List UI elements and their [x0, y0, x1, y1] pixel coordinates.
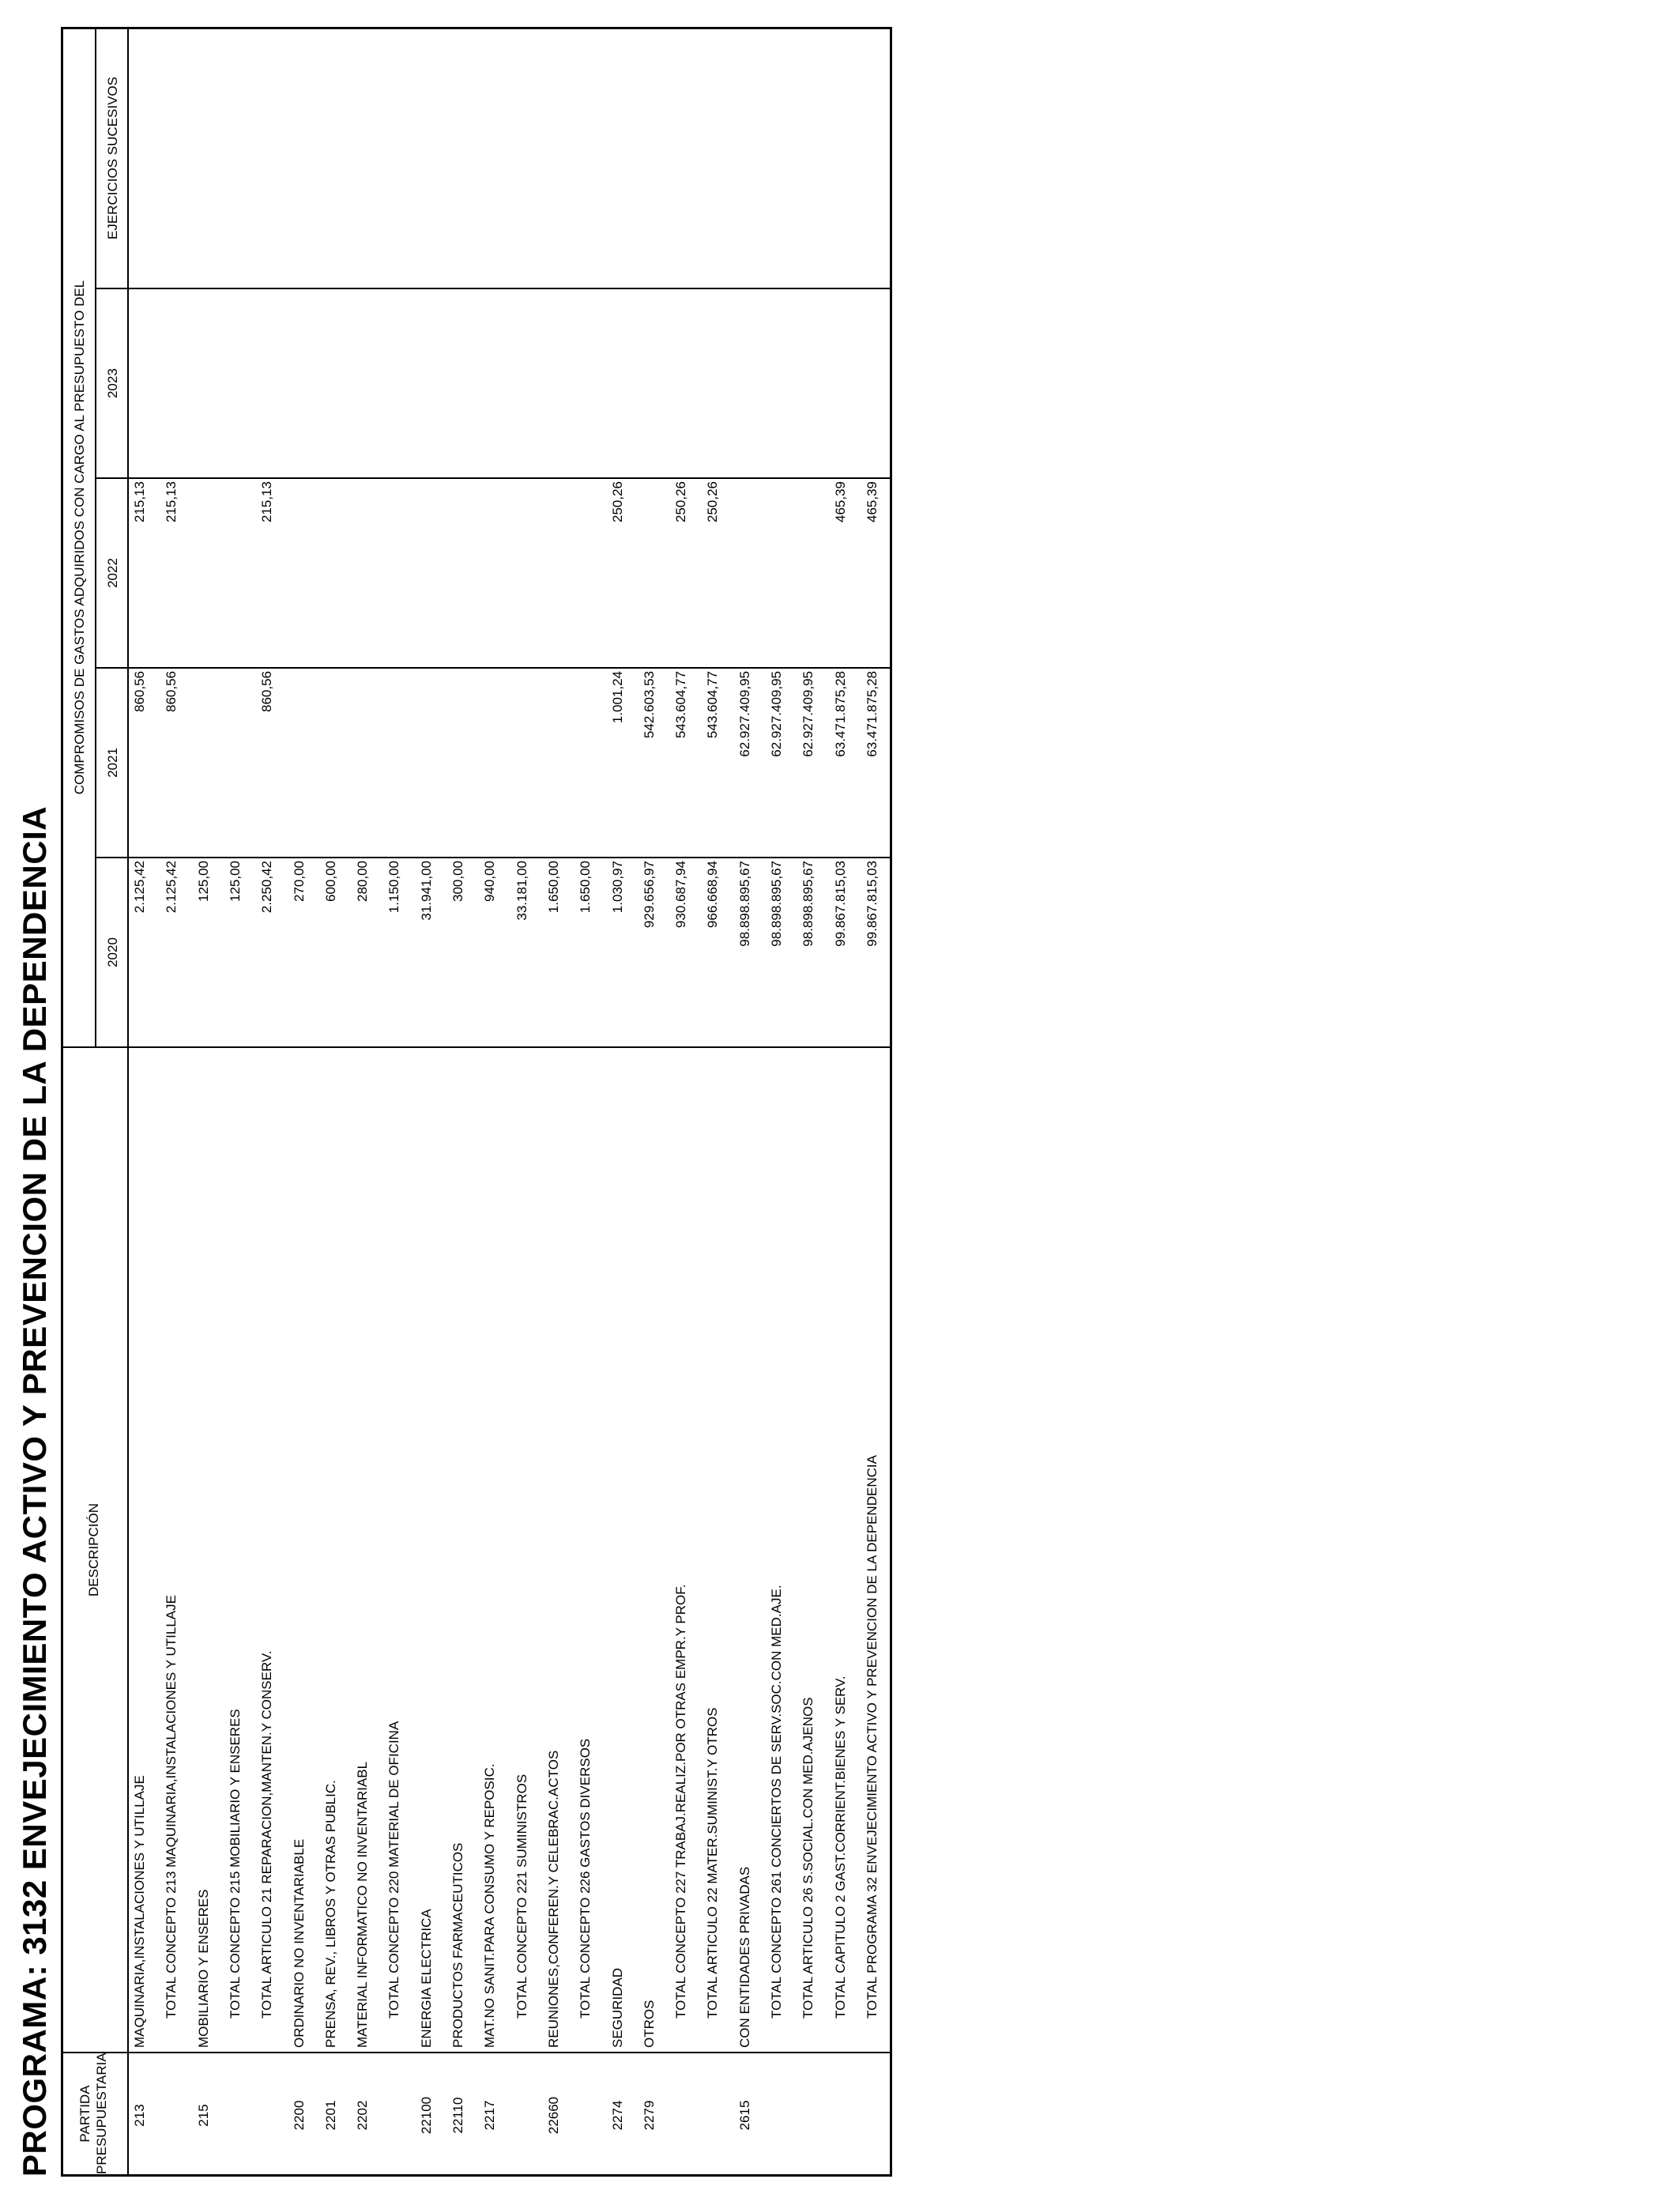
table-row	[859, 27, 891, 2177]
descripcion-cell: TOTAL CONCEPTO 215 MOBILIARIO Y ENSERES	[227, 1709, 243, 2019]
table-row	[445, 27, 477, 2177]
amount-2020-cell: 1.150,00	[386, 861, 402, 914]
partida-cell: 2200	[291, 2100, 307, 2131]
amount-2022-cell: 250,26	[673, 481, 689, 522]
descripcion-cell: ORDINARIO NO INVENTARIABLE	[291, 1838, 307, 2048]
table-row	[605, 27, 636, 2177]
header-partida-line2: PRESUPUESTARIA	[94, 2053, 109, 2174]
header-partida-line1: PARTIDA	[77, 2085, 92, 2143]
descripcion-cell: TOTAL CONCEPTO 213 MAQUINARIA,INSTALACIONES Y UTILLAJE	[164, 1595, 179, 2019]
amount-2022-cell: 215,13	[132, 481, 147, 522]
descripcion-cell: ENERGIA ELECTRICA	[418, 1909, 434, 2048]
amount-2020-cell: 99.867.815,03	[832, 861, 848, 947]
descripcion-cell: PRENSA, REV., LIBROS Y OTRAS PUBLIC.	[322, 1780, 338, 2048]
partida-cell: 2217	[482, 2100, 498, 2131]
amount-2021-cell: 62.927.409,95	[769, 671, 784, 757]
amount-2020-cell: 270,00	[291, 861, 307, 902]
amount-2021-cell: 63.471.875,28	[864, 671, 880, 757]
amount-2020-cell: 125,00	[227, 861, 243, 902]
descripcion-cell: TOTAL CONCEPTO 221 SUMINISTROS	[514, 1774, 529, 2019]
descripcion-cell: TOTAL CONCEPTO 227 TRABAJ.REALIZ.POR OTRAS EMPR.Y PROF.	[673, 1584, 689, 2019]
table-body	[126, 27, 892, 2177]
amount-2021-cell: 543.604,77	[705, 671, 721, 739]
table-row	[827, 27, 859, 2177]
header-year-2021: 2021	[105, 748, 120, 778]
amount-2020-cell: 1.030,97	[609, 861, 625, 914]
amount-2020-cell: 125,00	[195, 861, 211, 902]
descripcion-cell: MAT.NO SANIT.PARA CONSUMO Y REPOSIC.	[482, 1763, 498, 2048]
descripcion-cell: MOBILIARIO Y ENSERES	[195, 1889, 211, 2048]
header-subrule	[95, 28, 96, 1048]
amount-2022-cell: 250,26	[705, 481, 721, 522]
amount-2022-cell: 215,13	[259, 481, 275, 522]
descripcion-cell: CON ENTIDADES PRIVADAS	[736, 1866, 752, 2048]
descripcion-cell: PRODUCTOS FARMACEUTICOS	[450, 1842, 465, 2048]
table-row	[222, 27, 254, 2177]
amount-2020-cell: 2.125,42	[132, 861, 147, 914]
descripcion-cell: TOTAL CAPITULO 2 GAST.CORRIENT.BIENES Y SERV.	[832, 1676, 848, 2019]
amount-2020-cell: 929.656,97	[641, 861, 657, 929]
descripcion-cell: TOTAL PROGRAMA 32 ENVEJECIMIENTO ACTIVO Y PREVENCION DE LA DEPENDENCIA	[864, 1455, 880, 2019]
amount-2021-cell: 62.927.409,95	[736, 671, 752, 757]
amount-2020-cell: 1.650,00	[578, 861, 593, 914]
table-row	[254, 27, 285, 2177]
table-row	[286, 27, 318, 2177]
amount-2020-cell: 930.687,94	[673, 861, 689, 929]
amount-2020-cell: 1.650,00	[545, 861, 561, 914]
amount-2020-cell: 33.181,00	[514, 861, 529, 921]
table-row	[318, 27, 349, 2177]
header-year-2022: 2022	[105, 558, 120, 588]
header-year-2023: 2023	[105, 368, 120, 398]
descripcion-cell: SEGURIDAD	[609, 1967, 625, 2048]
amount-2021-cell: 860,56	[132, 671, 147, 712]
descripcion-cell: TOTAL CONCEPTO 226 GASTOS DIVERSOS	[578, 1738, 593, 2019]
descripcion-cell: OTROS	[641, 2000, 657, 2048]
table-row	[509, 27, 541, 2177]
header-ejercicios: EJERCICIOS SUCESIVOS	[105, 77, 120, 239]
amount-2020-cell: 98.898.895,67	[800, 861, 816, 947]
page-title: PROGRAMA: 3132 ENVEJECIMIENTO ACTIVO Y PREVENCION DE LA DEPENDENCIA	[16, 805, 53, 2177]
amount-2022-cell: 465,39	[832, 481, 848, 522]
partida-cell: 2279	[641, 2100, 657, 2131]
amount-2021-cell: 543.604,77	[673, 671, 689, 739]
amount-2021-cell: 62.927.409,95	[800, 671, 816, 757]
amount-2021-cell: 63.471.875,28	[832, 671, 848, 757]
amount-2021-cell: 542.603,53	[641, 671, 657, 739]
table-row	[190, 27, 222, 2177]
descripcion-cell: MAQUINARIA,INSTALACIONES Y UTILLAJE	[132, 1775, 147, 2048]
partida-cell: 22100	[418, 2096, 434, 2135]
amount-2020-cell: 99.867.815,03	[864, 861, 880, 947]
table-row	[572, 27, 604, 2177]
partida-cell: 2201	[322, 2100, 338, 2131]
amount-2022-cell: 215,13	[164, 481, 179, 522]
descripcion-cell: MATERIAL INFORMATICO NO INVENTARIABL	[355, 1761, 371, 2048]
table-row	[763, 27, 795, 2177]
amount-2020-cell: 940,00	[482, 861, 498, 902]
descripcion-cell: REUNIONES,CONFEREN.Y CELEBRAC.ACTOS	[545, 1750, 561, 2048]
header-year-2020: 2020	[105, 937, 120, 967]
table-row	[477, 27, 508, 2177]
amount-2022-cell: 465,39	[864, 481, 880, 522]
amount-2020-cell: 300,00	[450, 861, 465, 902]
amount-2020-cell: 280,00	[355, 861, 371, 902]
descripcion-cell: TOTAL CONCEPTO 261 CONCIERTOS DE SERV.SOC.CON MED.AJE.	[769, 1585, 784, 2019]
table-row	[668, 27, 699, 2177]
header-partida	[77, 2053, 110, 2174]
descripcion-cell: TOTAL ARTICULO 21 REPARACION,MANTEN.Y CONSERV.	[259, 1650, 275, 2019]
header-compromisos: COMPROMISOS DE GASTOS ADQUIRIDOS CON CARGO AL PRESUPUESTO DEL	[72, 280, 87, 795]
partida-cell: 215	[195, 2104, 211, 2127]
descripcion-cell: TOTAL ARTICULO 22 MATER.SUMINIST.Y OTROS	[705, 1707, 721, 2019]
amount-2021-cell: 860,56	[164, 671, 179, 712]
table-row	[126, 27, 158, 2177]
table-row	[349, 27, 381, 2177]
header-descripcion: DESCRIPCIÓN	[86, 1502, 101, 1597]
table-row	[158, 27, 190, 2177]
table-row	[541, 27, 572, 2177]
partida-cell: 22660	[545, 2096, 561, 2135]
amount-2020-cell: 600,00	[322, 861, 338, 902]
table-row	[381, 27, 412, 2177]
partida-cell: 2202	[355, 2100, 371, 2131]
amount-2020-cell: 966.668,94	[705, 861, 721, 929]
amount-2021-cell: 860,56	[259, 671, 275, 712]
amount-2020-cell: 2.250,42	[259, 861, 275, 914]
table-row	[732, 27, 763, 2177]
table-row	[699, 27, 731, 2177]
descripcion-cell: TOTAL CONCEPTO 220 MATERIAL DE OFICINA	[386, 1721, 402, 2019]
descripcion-cell: TOTAL ARTICULO 26 S.SOCIAL.CON MED.AJENOS	[800, 1697, 816, 2019]
amount-2020-cell: 98.898.895,67	[736, 861, 752, 947]
partida-cell: 2615	[736, 2100, 752, 2131]
amount-2022-cell: 250,26	[609, 481, 625, 522]
amount-2021-cell: 1.001,24	[609, 671, 625, 724]
table-row	[795, 27, 827, 2177]
partida-cell: 213	[132, 2104, 147, 2127]
table-row	[413, 27, 445, 2177]
amount-2020-cell: 31.941,00	[418, 861, 434, 921]
amount-2020-cell: 2.125,42	[164, 861, 179, 914]
amount-2020-cell: 98.898.895,67	[769, 861, 784, 947]
table-row	[636, 27, 668, 2177]
partida-cell: 22110	[450, 2097, 465, 2134]
partida-cell: 2274	[609, 2100, 625, 2131]
